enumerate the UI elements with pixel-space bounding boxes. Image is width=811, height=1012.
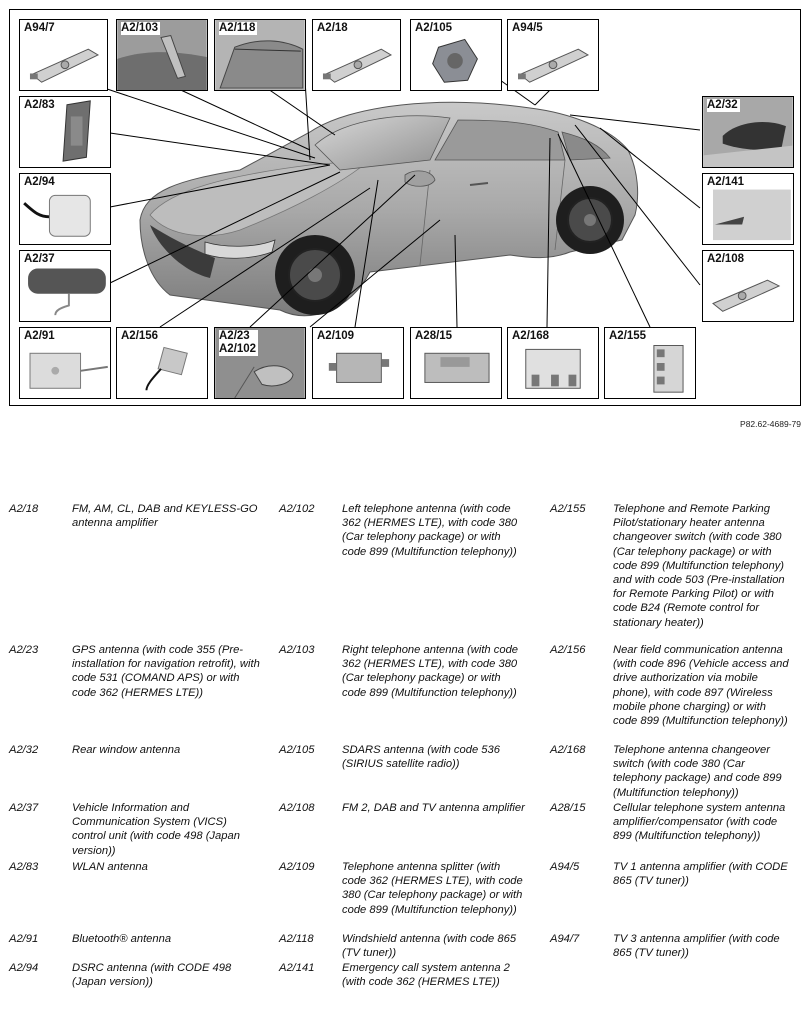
legend-code: A2/168 <box>550 744 586 756</box>
legend-code: A28/15 <box>550 802 586 814</box>
legend-description: Right telephone antenna (with code 362 (HERMES LTE), with code 380 (Car telephony package) or with code 899 (Multifunction telephony)) <box>342 644 519 699</box>
legend-code: A2/155 <box>550 503 586 515</box>
callout-a2-37 <box>19 250 111 322</box>
callout-label: A2/155 <box>609 330 647 342</box>
callout-a2-103 <box>116 19 208 91</box>
legend-description: SDARS antenna (with code 536 (SIRIUS satellite radio)) <box>342 744 500 771</box>
legend-description: Cellular telephone system antenna amplifier/compensator (with code 899 (Multifunction telephony)) <box>613 802 786 843</box>
legend-description: WLAN antenna <box>72 861 148 873</box>
legend-code: A2/91 <box>9 933 39 945</box>
legend-description: Left telephone antenna (with code 362 (HERMES LTE), with code 380 (Car telephony package) or with code 899 (Multifunction telephony)) <box>342 503 518 558</box>
callout-label: A2/156 <box>121 330 159 342</box>
callout-label: A2/168 <box>512 330 550 342</box>
figure-reference-number: P82.62-4689-79 <box>740 419 801 429</box>
callout-label: A2/32 <box>707 99 738 111</box>
legend-description: Telephone antenna splitter (with code 362 (HERMES LTE), with code 380 (Car telephony package) or with code 899 (Multifunction telephony)) <box>342 861 523 916</box>
legend-code: A2/103 <box>279 644 315 656</box>
callout-a2-168 <box>507 327 599 399</box>
legend-code: A2/108 <box>279 802 315 814</box>
callout-label: A2/23 A2/102 <box>219 330 257 355</box>
legend-description: Windshield antenna (with code 865 (TV tuner)) <box>342 933 517 960</box>
callout-a2-18 <box>312 19 401 91</box>
callout-a2-91 <box>19 327 111 399</box>
legend-description: TV 3 antenna amplifier (with code 865 (TV tuner)) <box>613 933 780 960</box>
legend-code: A2/109 <box>279 861 315 873</box>
legend-description: Near field communication antenna (with code 896 (Vehicle access and drive authorization via mobile phone), with code 897 (Wireless mobile phone charging) or with code 899 (Multifunction telephony)) <box>613 644 789 728</box>
legend-code: A2/105 <box>279 744 315 756</box>
legend-code: A2/37 <box>9 802 39 814</box>
callout-a2-94 <box>19 173 111 245</box>
legend-code: A2/94 <box>9 962 39 974</box>
callout-label: A94/7 <box>24 22 55 34</box>
callout-a2-105 <box>410 19 502 91</box>
callout-label: A2/91 <box>24 330 55 342</box>
callout-a94-5 <box>507 19 599 91</box>
callout-a2-23-a2-102 <box>214 327 306 399</box>
callout-a2-155 <box>604 327 696 399</box>
legend-description: GPS antenna (with code 355 (Pre-installation for navigation retrofit), with code 531 (COMAND APS) or with code 362 (HERMES LTE)) <box>72 644 260 699</box>
legend-code: A2/102 <box>279 503 315 515</box>
callout-label: A2/109 <box>317 330 355 342</box>
callout-label: A2/118 <box>219 22 256 34</box>
legend-description: FM, AM, CL, DAB and KEYLESS-GO antenna amplifier <box>72 503 258 530</box>
legend-code: A2/83 <box>9 861 39 873</box>
legend-code: A2/141 <box>279 962 315 974</box>
callout-label: A94/5 <box>512 22 543 34</box>
callout-label: A2/18 <box>317 22 348 34</box>
callout-label: A2/108 <box>707 253 745 265</box>
legend-code: A2/118 <box>279 933 314 945</box>
legend-code: A94/5 <box>550 861 580 873</box>
callout-a28-15 <box>410 327 502 399</box>
legend-description: Bluetooth® antenna <box>72 933 172 945</box>
legend-code: A2/32 <box>9 744 39 756</box>
callout-label: A2/37 <box>24 253 55 265</box>
callout-label: A2/83 <box>24 99 55 111</box>
callout-label: A2/105 <box>415 22 453 34</box>
legend-code: A2/156 <box>550 644 586 656</box>
callout-a2-83 <box>19 96 111 168</box>
legend-code: A2/23 <box>9 644 39 656</box>
callout-label: A2/94 <box>24 176 55 188</box>
legend-description: TV 1 antenna amplifier (with CODE 865 (TV tuner)) <box>613 861 788 888</box>
callout-a2-109 <box>312 327 404 399</box>
legend-description: Telephone and Remote Parking Pilot/stationary heater antenna changeover switch (with code 380 (Car telephony package) or with code 899 (Multifunction telephony) and with code 503 (Pre-installation for Remote Parking Pilot) or with code B24 (Remote control for stationary heater)) <box>613 503 785 629</box>
legend-description: FM 2, DAB and TV antenna amplifier <box>342 802 525 814</box>
callout-a2-32 <box>702 96 794 168</box>
callout-a2-108 <box>702 250 794 322</box>
legend-description: Vehicle Information and Communication System (VICS) control unit (with code 498 (Japan version)) <box>72 802 240 857</box>
legend-description: DSRC antenna (with CODE 498 (Japan version)) <box>72 962 232 989</box>
legend-description: Telephone antenna changeover switch (with code 380 (Car telephony package) and code 899 (Multifunction telephony)) <box>613 744 782 799</box>
legend-description: Emergency call system antenna 2 (with code 362 (HERMES LTE)) <box>342 962 510 989</box>
callout-a2-141 <box>702 173 794 245</box>
callout-label: A28/15 <box>415 330 453 342</box>
callout-a2-156 <box>116 327 208 399</box>
legend-description: Rear window antenna <box>72 744 181 756</box>
legend-code: A2/18 <box>9 503 39 515</box>
legend-code: A94/7 <box>550 933 580 945</box>
callout-a2-118 <box>214 19 306 91</box>
callout-label: A2/103 <box>121 22 159 34</box>
callout-a94-7 <box>19 19 108 91</box>
component-location-figure <box>9 9 801 406</box>
callout-label: A2/141 <box>707 176 745 188</box>
